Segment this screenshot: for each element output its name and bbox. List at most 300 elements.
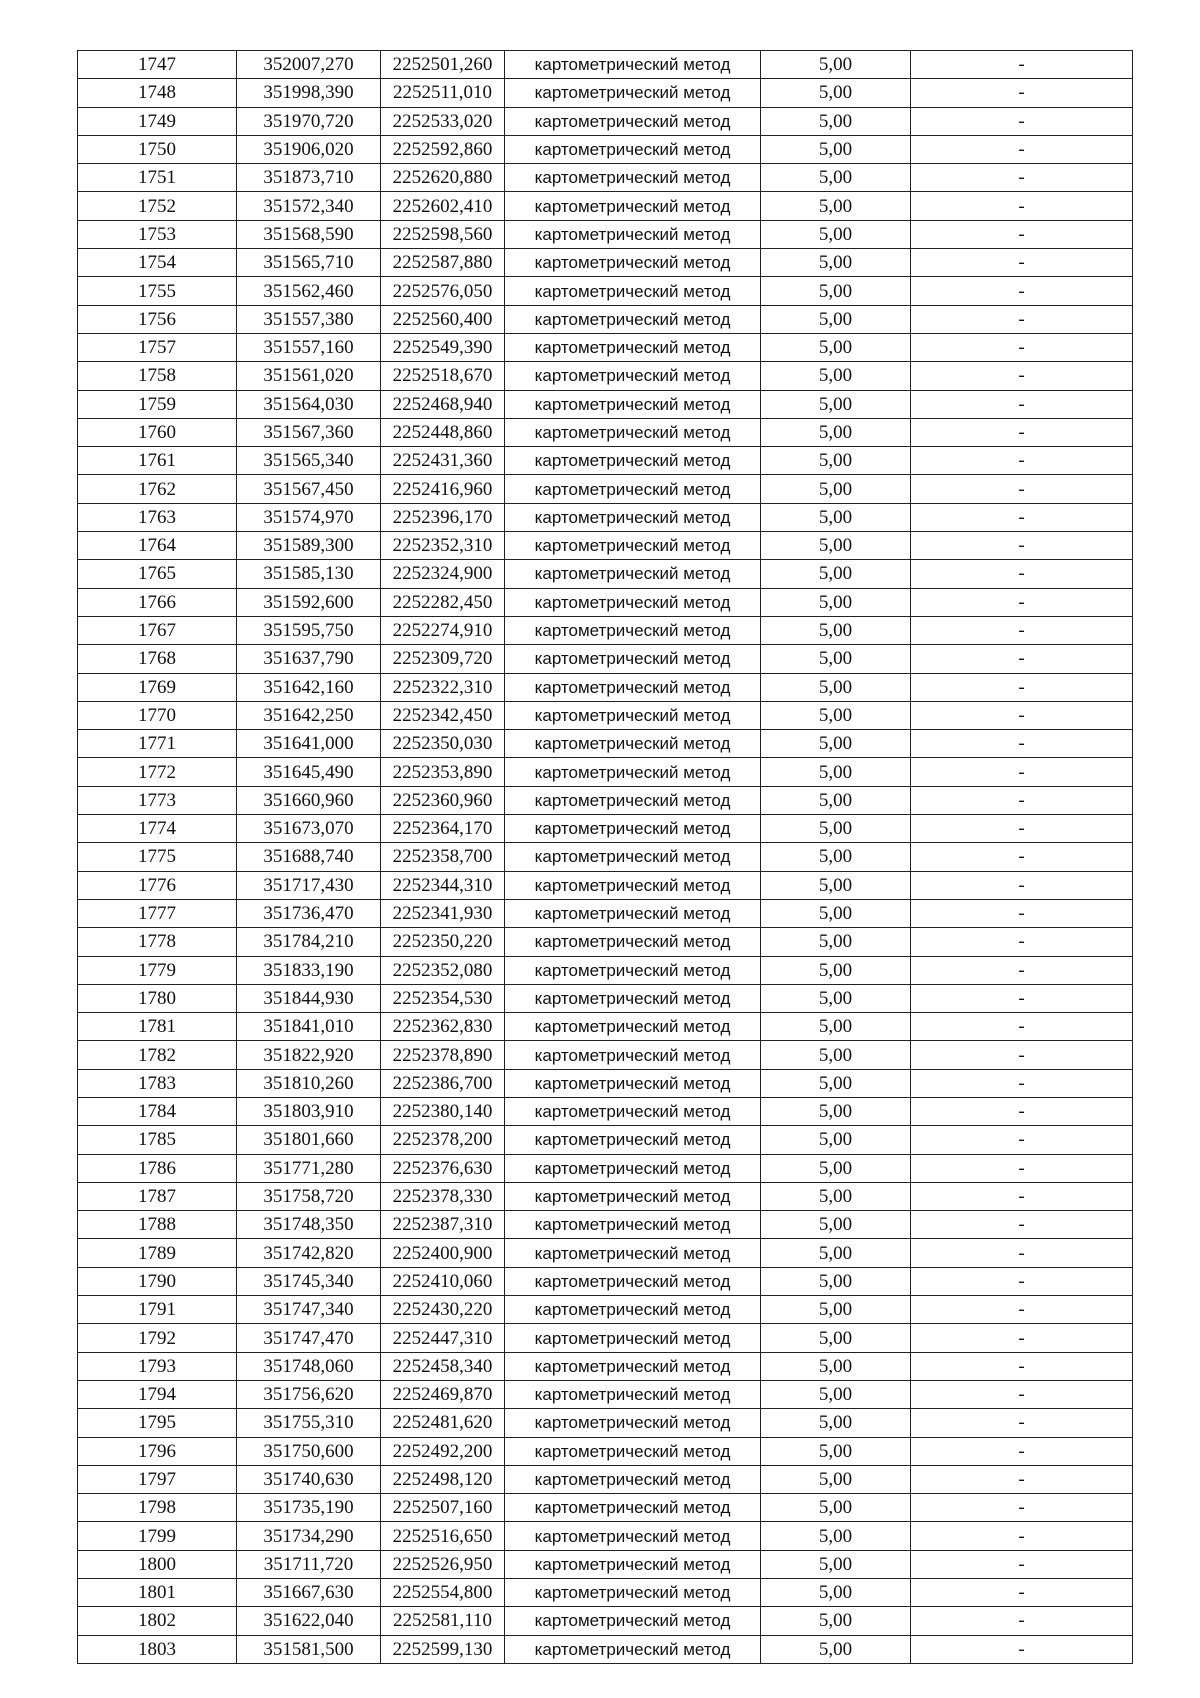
table-row (78, 1126, 1133, 1154)
y-coordinate-cell: 2252560,400 (381, 305, 505, 333)
method-cell: картометрический метод (505, 164, 761, 192)
y-coordinate-cell: 2252448,860 (381, 418, 505, 446)
y-coordinate-cell: 2252481,620 (381, 1409, 505, 1437)
point-number-cell: 1773 (78, 786, 237, 814)
y-coordinate-cell: 2252592,860 (381, 135, 505, 163)
x-coordinate-cell: 351822,920 (237, 1041, 381, 1069)
table-row (78, 475, 1133, 503)
accuracy-cell: 5,00 (761, 1013, 911, 1041)
x-coordinate-cell: 351736,470 (237, 899, 381, 927)
x-coordinate-cell: 351688,740 (237, 843, 381, 871)
x-coordinate-cell: 351734,290 (237, 1522, 381, 1550)
point-number-cell: 1793 (78, 1352, 237, 1380)
y-coordinate-cell: 2252431,360 (381, 447, 505, 475)
point-number-cell: 1796 (78, 1437, 237, 1465)
x-coordinate-cell: 351567,360 (237, 418, 381, 446)
method-cell: картометрический метод (505, 588, 761, 616)
point-number-cell: 1754 (78, 249, 237, 277)
table-row (78, 1324, 1133, 1352)
method-cell: картометрический метод (505, 645, 761, 673)
note-cell: - (911, 758, 1133, 786)
accuracy-cell: 5,00 (761, 362, 911, 390)
y-coordinate-cell: 2252598,560 (381, 220, 505, 248)
point-number-cell: 1784 (78, 1097, 237, 1125)
y-coordinate-cell: 2252410,060 (381, 1267, 505, 1295)
note-cell: - (911, 51, 1133, 79)
x-coordinate-cell: 351742,820 (237, 1239, 381, 1267)
method-cell: картометрический метод (505, 107, 761, 135)
note-cell: - (911, 1607, 1133, 1635)
point-number-cell: 1789 (78, 1239, 237, 1267)
table-row (78, 192, 1133, 220)
table-row (78, 1267, 1133, 1295)
table-row (78, 673, 1133, 701)
x-coordinate-cell: 351740,630 (237, 1465, 381, 1493)
table-row (78, 135, 1133, 163)
point-number-cell: 1780 (78, 984, 237, 1012)
x-coordinate-cell: 351637,790 (237, 645, 381, 673)
method-cell: картометрический метод (505, 277, 761, 305)
accuracy-cell: 5,00 (761, 1465, 911, 1493)
method-cell: картометрический метод (505, 956, 761, 984)
x-coordinate-cell: 351592,600 (237, 588, 381, 616)
x-coordinate-cell: 351750,600 (237, 1437, 381, 1465)
method-cell: картометрический метод (505, 928, 761, 956)
method-cell: картометрический метод (505, 899, 761, 927)
method-cell: картометрический метод (505, 786, 761, 814)
accuracy-cell: 5,00 (761, 418, 911, 446)
method-cell: картометрический метод (505, 1635, 761, 1663)
table-row (78, 1182, 1133, 1210)
note-cell: - (911, 815, 1133, 843)
method-cell: картометрический метод (505, 51, 761, 79)
y-coordinate-cell: 2252352,310 (381, 532, 505, 560)
accuracy-cell: 5,00 (761, 390, 911, 418)
table-row (78, 277, 1133, 305)
y-coordinate-cell: 2252350,030 (381, 730, 505, 758)
method-cell: картометрический метод (505, 616, 761, 644)
point-number-cell: 1785 (78, 1126, 237, 1154)
point-number-cell: 1753 (78, 220, 237, 248)
point-number-cell: 1757 (78, 333, 237, 361)
method-cell: картометрический метод (505, 1352, 761, 1380)
method-cell: картометрический метод (505, 192, 761, 220)
table-row (78, 333, 1133, 361)
note-cell: - (911, 588, 1133, 616)
accuracy-cell: 5,00 (761, 815, 911, 843)
table-row (78, 1494, 1133, 1522)
note-cell: - (911, 701, 1133, 729)
x-coordinate-cell: 351595,750 (237, 616, 381, 644)
accuracy-cell: 5,00 (761, 1579, 911, 1607)
table-row (78, 871, 1133, 899)
note-cell: - (911, 1380, 1133, 1408)
note-cell: - (911, 503, 1133, 531)
method-cell: картометрический метод (505, 673, 761, 701)
method-cell: картометрический метод (505, 532, 761, 560)
accuracy-cell: 5,00 (761, 192, 911, 220)
y-coordinate-cell: 2252378,890 (381, 1041, 505, 1069)
note-cell: - (911, 1154, 1133, 1182)
accuracy-cell: 5,00 (761, 1635, 911, 1663)
point-number-cell: 1800 (78, 1550, 237, 1578)
method-cell: картометрический метод (505, 1324, 761, 1352)
x-coordinate-cell: 351844,930 (237, 984, 381, 1012)
x-coordinate-cell: 351561,020 (237, 362, 381, 390)
table-row (78, 730, 1133, 758)
note-cell: - (911, 192, 1133, 220)
method-cell: картометрический метод (505, 503, 761, 531)
note-cell: - (911, 560, 1133, 588)
y-coordinate-cell: 2252360,960 (381, 786, 505, 814)
point-number-cell: 1782 (78, 1041, 237, 1069)
table-row (78, 1069, 1133, 1097)
x-coordinate-cell: 351565,710 (237, 249, 381, 277)
method-cell: картометрический метод (505, 871, 761, 899)
table-row (78, 843, 1133, 871)
x-coordinate-cell: 351572,340 (237, 192, 381, 220)
table-row (78, 928, 1133, 956)
point-number-cell: 1768 (78, 645, 237, 673)
x-coordinate-cell: 351673,070 (237, 815, 381, 843)
x-coordinate-cell: 351645,490 (237, 758, 381, 786)
note-cell: - (911, 1579, 1133, 1607)
y-coordinate-cell: 2252341,930 (381, 899, 505, 927)
note-cell: - (911, 1296, 1133, 1324)
method-cell: картометрический метод (505, 249, 761, 277)
accuracy-cell: 5,00 (761, 588, 911, 616)
accuracy-cell: 5,00 (761, 1324, 911, 1352)
method-cell: картометрический метод (505, 447, 761, 475)
x-coordinate-cell: 351810,260 (237, 1069, 381, 1097)
x-coordinate-cell: 351567,450 (237, 475, 381, 503)
note-cell: - (911, 277, 1133, 305)
accuracy-cell: 5,00 (761, 220, 911, 248)
y-coordinate-cell: 2252322,310 (381, 673, 505, 701)
note-cell: - (911, 79, 1133, 107)
x-coordinate-cell: 351771,280 (237, 1154, 381, 1182)
note-cell: - (911, 616, 1133, 644)
x-coordinate-cell: 351833,190 (237, 956, 381, 984)
accuracy-cell: 5,00 (761, 1550, 911, 1578)
x-coordinate-cell: 351565,340 (237, 447, 381, 475)
x-coordinate-cell: 351711,720 (237, 1550, 381, 1578)
point-number-cell: 1777 (78, 899, 237, 927)
table-row (78, 616, 1133, 644)
note-cell: - (911, 1267, 1133, 1295)
note-cell: - (911, 1494, 1133, 1522)
x-coordinate-cell: 351581,500 (237, 1635, 381, 1663)
point-number-cell: 1769 (78, 673, 237, 701)
point-number-cell: 1791 (78, 1296, 237, 1324)
note-cell: - (911, 447, 1133, 475)
x-coordinate-cell: 351745,340 (237, 1267, 381, 1295)
note-cell: - (911, 956, 1133, 984)
y-coordinate-cell: 2252599,130 (381, 1635, 505, 1663)
accuracy-cell: 5,00 (761, 701, 911, 729)
point-number-cell: 1802 (78, 1607, 237, 1635)
accuracy-cell: 5,00 (761, 871, 911, 899)
x-coordinate-cell: 351906,020 (237, 135, 381, 163)
accuracy-cell: 5,00 (761, 1069, 911, 1097)
point-number-cell: 1801 (78, 1579, 237, 1607)
table-row (78, 984, 1133, 1012)
coordinates-table-body (78, 51, 1133, 1664)
y-coordinate-cell: 2252516,650 (381, 1522, 505, 1550)
y-coordinate-cell: 2252549,390 (381, 333, 505, 361)
y-coordinate-cell: 2252492,200 (381, 1437, 505, 1465)
accuracy-cell: 5,00 (761, 164, 911, 192)
accuracy-cell: 5,00 (761, 305, 911, 333)
accuracy-cell: 5,00 (761, 1494, 911, 1522)
point-number-cell: 1758 (78, 362, 237, 390)
y-coordinate-cell: 2252416,960 (381, 475, 505, 503)
x-coordinate-cell: 352007,270 (237, 51, 381, 79)
accuracy-cell: 5,00 (761, 645, 911, 673)
note-cell: - (911, 305, 1133, 333)
y-coordinate-cell: 2252358,700 (381, 843, 505, 871)
y-coordinate-cell: 2252387,310 (381, 1211, 505, 1239)
accuracy-cell: 5,00 (761, 616, 911, 644)
y-coordinate-cell: 2252344,310 (381, 871, 505, 899)
accuracy-cell: 5,00 (761, 843, 911, 871)
table-row (78, 447, 1133, 475)
accuracy-cell: 5,00 (761, 560, 911, 588)
method-cell: картометрический метод (505, 1296, 761, 1324)
point-number-cell: 1764 (78, 532, 237, 560)
note-cell: - (911, 1041, 1133, 1069)
table-row (78, 1635, 1133, 1663)
x-coordinate-cell: 351642,250 (237, 701, 381, 729)
method-cell: картометрический метод (505, 1437, 761, 1465)
method-cell: картометрический метод (505, 1550, 761, 1578)
point-number-cell: 1751 (78, 164, 237, 192)
note-cell: - (911, 673, 1133, 701)
method-cell: картометрический метод (505, 79, 761, 107)
note-cell: - (911, 362, 1133, 390)
table-row (78, 1409, 1133, 1437)
accuracy-cell: 5,00 (761, 956, 911, 984)
method-cell: картометрический метод (505, 1097, 761, 1125)
x-coordinate-cell: 351642,160 (237, 673, 381, 701)
y-coordinate-cell: 2252378,200 (381, 1126, 505, 1154)
table-row (78, 503, 1133, 531)
method-cell: картометрический метод (505, 1211, 761, 1239)
point-number-cell: 1786 (78, 1154, 237, 1182)
note-cell: - (911, 1126, 1133, 1154)
table-row (78, 1239, 1133, 1267)
x-coordinate-cell: 351641,000 (237, 730, 381, 758)
method-cell: картометрический метод (505, 843, 761, 871)
note-cell: - (911, 135, 1133, 163)
x-coordinate-cell: 351873,710 (237, 164, 381, 192)
note-cell: - (911, 645, 1133, 673)
note-cell: - (911, 871, 1133, 899)
x-coordinate-cell: 351784,210 (237, 928, 381, 956)
y-coordinate-cell: 2252342,450 (381, 701, 505, 729)
y-coordinate-cell: 2252620,880 (381, 164, 505, 192)
point-number-cell: 1798 (78, 1494, 237, 1522)
point-number-cell: 1779 (78, 956, 237, 984)
y-coordinate-cell: 2252469,870 (381, 1380, 505, 1408)
point-number-cell: 1792 (78, 1324, 237, 1352)
method-cell: картометрический метод (505, 701, 761, 729)
accuracy-cell: 5,00 (761, 673, 911, 701)
method-cell: картометрический метод (505, 220, 761, 248)
note-cell: - (911, 390, 1133, 418)
x-coordinate-cell: 351568,590 (237, 220, 381, 248)
note-cell: - (911, 107, 1133, 135)
point-number-cell: 1797 (78, 1465, 237, 1493)
method-cell: картометрический метод (505, 1380, 761, 1408)
table-row (78, 1465, 1133, 1493)
note-cell: - (911, 1239, 1133, 1267)
note-cell: - (911, 1635, 1133, 1663)
table-row (78, 1522, 1133, 1550)
x-coordinate-cell: 351755,310 (237, 1409, 381, 1437)
table-row (78, 786, 1133, 814)
x-coordinate-cell: 351574,970 (237, 503, 381, 531)
y-coordinate-cell: 2252309,720 (381, 645, 505, 673)
accuracy-cell: 5,00 (761, 249, 911, 277)
accuracy-cell: 5,00 (761, 79, 911, 107)
y-coordinate-cell: 2252430,220 (381, 1296, 505, 1324)
method-cell: картометрический метод (505, 333, 761, 361)
point-number-cell: 1767 (78, 616, 237, 644)
point-number-cell: 1790 (78, 1267, 237, 1295)
point-number-cell: 1795 (78, 1409, 237, 1437)
note-cell: - (911, 899, 1133, 927)
y-coordinate-cell: 2252386,700 (381, 1069, 505, 1097)
accuracy-cell: 5,00 (761, 1041, 911, 1069)
note-cell: - (911, 843, 1133, 871)
x-coordinate-cell: 351660,960 (237, 786, 381, 814)
table-row (78, 220, 1133, 248)
accuracy-cell: 5,00 (761, 135, 911, 163)
note-cell: - (911, 1465, 1133, 1493)
method-cell: картометрический метод (505, 1126, 761, 1154)
table-row (78, 532, 1133, 560)
table-row (78, 51, 1133, 79)
point-number-cell: 1759 (78, 390, 237, 418)
method-cell: картометрический метод (505, 305, 761, 333)
point-number-cell: 1803 (78, 1635, 237, 1663)
y-coordinate-cell: 2252376,630 (381, 1154, 505, 1182)
y-coordinate-cell: 2252518,670 (381, 362, 505, 390)
table-row (78, 701, 1133, 729)
note-cell: - (911, 220, 1133, 248)
point-number-cell: 1794 (78, 1380, 237, 1408)
y-coordinate-cell: 2252587,880 (381, 249, 505, 277)
accuracy-cell: 5,00 (761, 1154, 911, 1182)
accuracy-cell: 5,00 (761, 1097, 911, 1125)
table-row (78, 1041, 1133, 1069)
note-cell: - (911, 1437, 1133, 1465)
x-coordinate-cell: 351589,300 (237, 532, 381, 560)
accuracy-cell: 5,00 (761, 1296, 911, 1324)
y-coordinate-cell: 2252362,830 (381, 1013, 505, 1041)
accuracy-cell: 5,00 (761, 1352, 911, 1380)
point-number-cell: 1752 (78, 192, 237, 220)
note-cell: - (911, 730, 1133, 758)
note-cell: - (911, 532, 1133, 560)
table-row (78, 1154, 1133, 1182)
note-cell: - (911, 249, 1133, 277)
table-row (78, 1352, 1133, 1380)
point-number-cell: 1747 (78, 51, 237, 79)
accuracy-cell: 5,00 (761, 899, 911, 927)
method-cell: картометрический метод (505, 1409, 761, 1437)
y-coordinate-cell: 2252533,020 (381, 107, 505, 135)
method-cell: картометрический метод (505, 1579, 761, 1607)
table-row (78, 390, 1133, 418)
accuracy-cell: 5,00 (761, 447, 911, 475)
table-row (78, 1607, 1133, 1635)
note-cell: - (911, 1069, 1133, 1097)
x-coordinate-cell: 351622,040 (237, 1607, 381, 1635)
table-row (78, 79, 1133, 107)
y-coordinate-cell: 2252282,450 (381, 588, 505, 616)
method-cell: картометрический метод (505, 1522, 761, 1550)
method-cell: картометрический метод (505, 418, 761, 446)
accuracy-cell: 5,00 (761, 1437, 911, 1465)
point-number-cell: 1774 (78, 815, 237, 843)
note-cell: - (911, 1013, 1133, 1041)
method-cell: картометрический метод (505, 815, 761, 843)
accuracy-cell: 5,00 (761, 1380, 911, 1408)
x-coordinate-cell: 351756,620 (237, 1380, 381, 1408)
note-cell: - (911, 984, 1133, 1012)
note-cell: - (911, 333, 1133, 361)
y-coordinate-cell: 2252602,410 (381, 192, 505, 220)
point-number-cell: 1799 (78, 1522, 237, 1550)
point-number-cell: 1788 (78, 1211, 237, 1239)
y-coordinate-cell: 2252324,900 (381, 560, 505, 588)
accuracy-cell: 5,00 (761, 1607, 911, 1635)
point-number-cell: 1748 (78, 79, 237, 107)
x-coordinate-cell: 351667,630 (237, 1579, 381, 1607)
note-cell: - (911, 1522, 1133, 1550)
accuracy-cell: 5,00 (761, 532, 911, 560)
point-number-cell: 1771 (78, 730, 237, 758)
x-coordinate-cell: 351585,130 (237, 560, 381, 588)
note-cell: - (911, 164, 1133, 192)
point-number-cell: 1765 (78, 560, 237, 588)
y-coordinate-cell: 2252352,080 (381, 956, 505, 984)
x-coordinate-cell: 351748,350 (237, 1211, 381, 1239)
point-number-cell: 1760 (78, 418, 237, 446)
point-number-cell: 1755 (78, 277, 237, 305)
method-cell: картометрический метод (505, 1069, 761, 1097)
table-row (78, 1550, 1133, 1578)
note-cell: - (911, 1211, 1133, 1239)
x-coordinate-cell: 351747,470 (237, 1324, 381, 1352)
note-cell: - (911, 1182, 1133, 1210)
method-cell: картометрический метод (505, 1239, 761, 1267)
accuracy-cell: 5,00 (761, 51, 911, 79)
method-cell: картометрический метод (505, 1013, 761, 1041)
y-coordinate-cell: 2252554,800 (381, 1579, 505, 1607)
x-coordinate-cell: 351557,160 (237, 333, 381, 361)
y-coordinate-cell: 2252526,950 (381, 1550, 505, 1578)
table-row (78, 249, 1133, 277)
table-row (78, 588, 1133, 616)
x-coordinate-cell: 351557,380 (237, 305, 381, 333)
note-cell: - (911, 1097, 1133, 1125)
table-row (78, 645, 1133, 673)
note-cell: - (911, 418, 1133, 446)
y-coordinate-cell: 2252576,050 (381, 277, 505, 305)
